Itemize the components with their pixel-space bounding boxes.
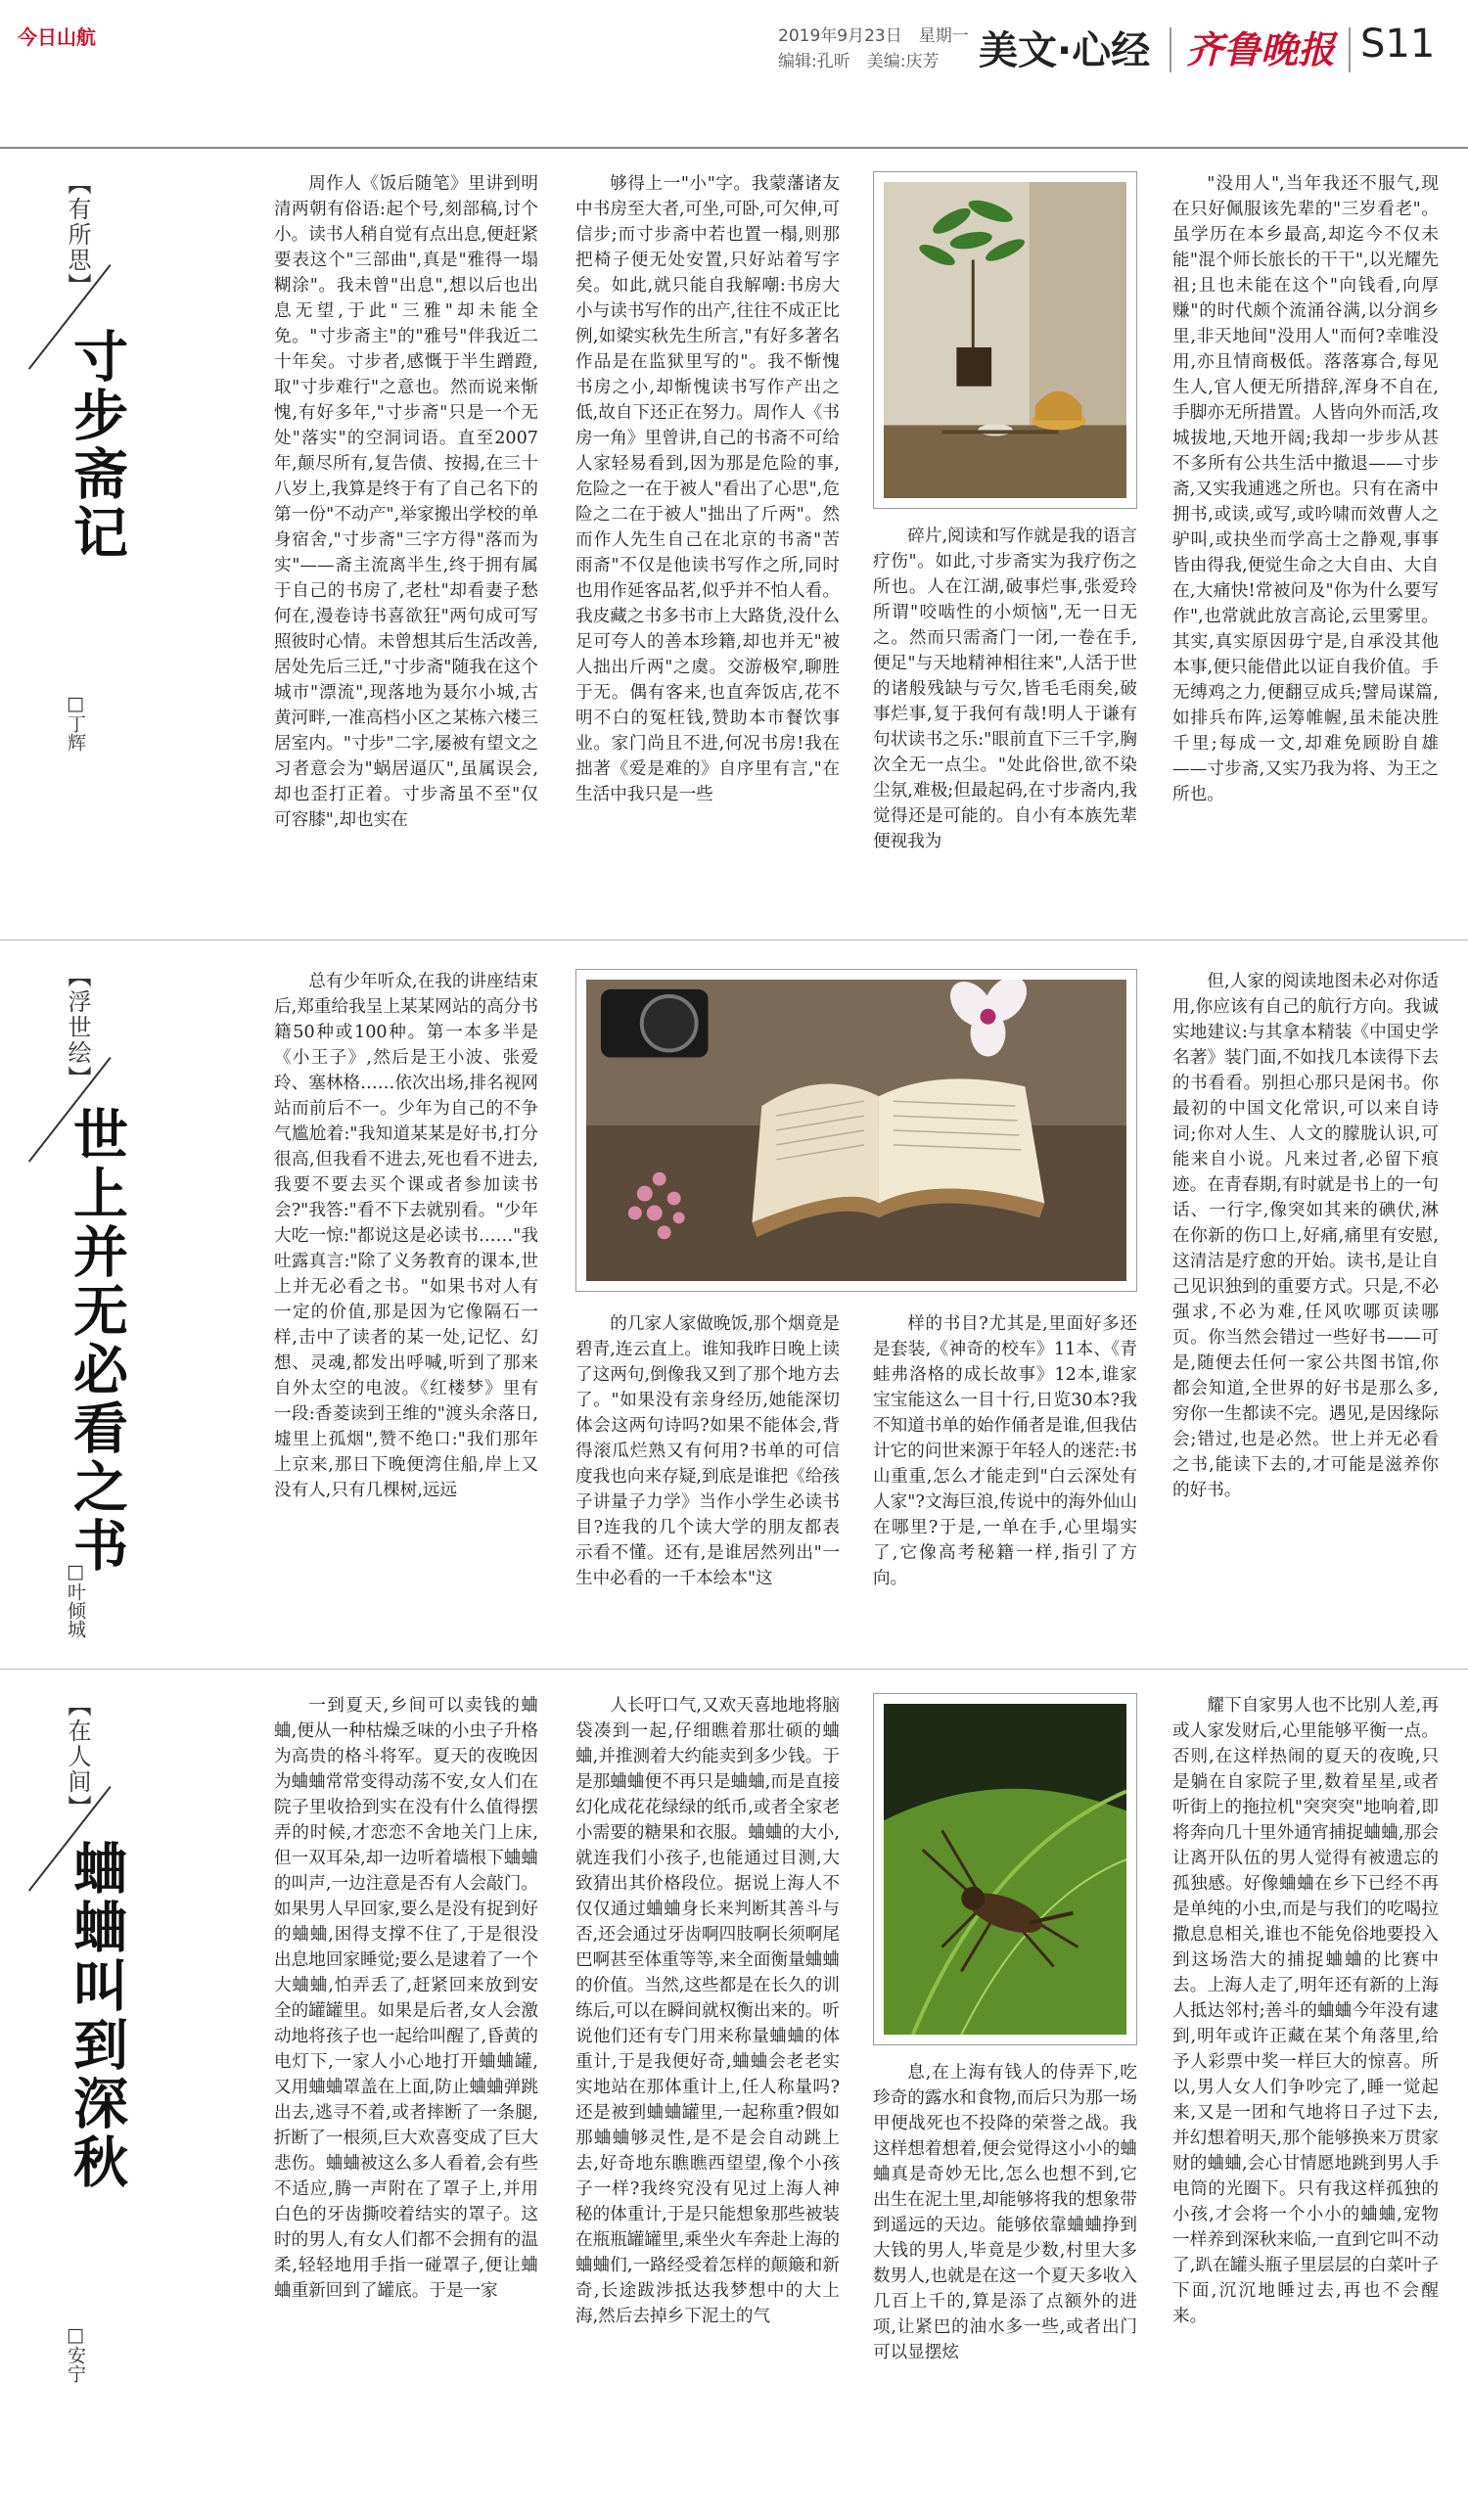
issue-editors: 编辑:孔昕 美编:庆芳 bbox=[778, 52, 940, 71]
article-byline: □安宁 bbox=[65, 2324, 86, 2383]
article-column: 样的书目?尤其是,里面好多还是套装,《神奇的校车》11本、《青蛙弗洛格的成长故事》12本,谁家宝宝能这么一目十行,日览30本?我不知道书单的始作俑者是谁,但我估计它的问世来源于年轻人的迷茫:书山重重,怎么才能走到"白云深处有人家"?文海巨浪,传说中的海外仙山在哪里?于是,一单在手,心里塌实了,它像高考秘籍一样,指引了方向。 bbox=[873, 1314, 1137, 1588]
article-headline: 世上并无必看之书 bbox=[65, 1106, 128, 1576]
tea-plant-illustration bbox=[884, 182, 1126, 498]
masthead-left: 今日山航 bbox=[18, 25, 96, 49]
section-divider bbox=[0, 1669, 1468, 1670]
article-column: 碎片,阅读和写作就是我的语言疗伤"。如此,寸步斋实为我疗伤之所也。人在江湖,破事烂事,张爱玲所谓"咬啮性的小烦恼",无一日无之。然而只需斋门一闭,一卷在手,便足"与天地精神相往来",人活于世的诸般残缺与亏欠,皆毛毛雨矣,破事烂事,复于我何有哉!明人于谦有句状读书之乐:"眼前直下三千字,胸次全无一点尘。"处此俗世,欲不染尘氛,难极;但最起码,在寸步斋内,我觉得还是可能的。自小有本族先辈便视我为 bbox=[873, 527, 1137, 851]
article-byline: □叶倾城 bbox=[65, 1561, 86, 1638]
article-tag: 【在人间】 bbox=[64, 1693, 91, 1820]
article-column: 耀下自家男人也不比别人差,再或人家发财后,心里能够平衡一点。否则,在这样热闹的夏天的夜晚,只是躺在自家院子里,数着星星,或者听街上的拖拉机"突突突"地响着,即将奔向几十里外通宵捕捉蛐蛐,那会让离开队伍的男人觉得有被遗忘的孤独感。好像蛐蛐在乡下已经不再是单纯的小虫,而是与我们的吃喝拉撒息息相关,谁也不能免俗地要投入到这场浩大的捕捉蛐蛐的比赛中去。上海人走了,明年还有新的上海人抵达邻村;善斗的蛐蛐今年没有逮到,明年或许正藏在某个角落里,给予人彩票中奖一样巨大的惊喜。所以,男人女人们争吵完了,睡一觉起来,又是一团和气地将日子过下去,并幻想着明天,那个能够换来万贯家财的蛐蛐,会心甘情愿地跳到男人手电筒的光圈下。只有我这样孤独的小孩,才会将一个小小的蛐蛐,宠物一样养到深秋来临,一直到它叫不动了,趴在罐头瓶子里层层的白菜叶子下面,沉沉地睡过去,再也不会醒来。 bbox=[1172, 1696, 1439, 2326]
header-divider bbox=[1170, 27, 1171, 72]
header-rule bbox=[0, 147, 1468, 149]
article-column: 人长吁口气,又欢天喜地地将脑袋凑到一起,仔细瞧着那壮硕的蛐蛐,并推测着大约能卖到多少钱。于是那蛐蛐便不再只是蛐蛐,而是直接幻化成花花绿绿的纸币,或者全家老小需要的糖果和衣服。蛐蛐的大小,就连我们小孩子,也能通过目测,大致猜出其价格段位。据说上海人不仅仅通过蛐蛐身长来判断其善斗与否,还会通过牙齿啊四肢啊长须啊尾巴啊甚至体重等等,来全面衡量蛐蛐的价值。当然,这些都是在长久的训练后,可以在瞬间就权衡出来的。听说他们还有专门用来称量蛐蛐的体重计,于是我便好奇,蛐蛐会老老实实地站在那体重计上,任人称量吗?还是被到蛐蛐罐里,一起称重?假如那蛐蛐够灵性,是不是会自动跳上去,好奇地东瞧瞧西望望,像个小孩子一样?我终究没有见过上海人神秘的体重计,于是只能想象那些被装在瓶瓶罐罐里,乘坐火车奔赴上海的蛐蛐们,一路经受着怎样的颠簸和新奇,长途跋涉抵达我梦想中的大上海,然后去掉乡下泥土的气 bbox=[575, 1696, 840, 2326]
article-column: 总有少年听众,在我的讲座结束后,郑重给我呈上某某网站的高分书籍50种或100种。第一本多半是《小王子》,然后是王小波、张爱玲、塞林格……依次出场,排名视网站而前后不一。少年为自己的不争气尴尬着:"我知道某某是好书,打分很高,但我看不进去,死也看不进去,我要不要去买个课或者参加读书会?"我答:"看不下去就别看。"少年大吃一惊:"都说这是必读书……"我吐露真言:"除了义务教育的课本,世上并无必看之书。"如果书对人有一定的价值,那是因为它像隔石一样,击中了读者的某一处,记忆、幻想、灵魂,都发出呼喊,听到了那来自外太空的电波。《红楼梦》里有一段:香菱读到王维的"渡头余落日,墟里上孤烟",赞不绝口:"我们那年上京来,那日下晚便湾住船,岸上又没有人,只有几棵树,远远 bbox=[274, 972, 538, 1500]
open-book-illustration bbox=[586, 980, 1126, 1281]
header-divider bbox=[1349, 27, 1351, 72]
article-byline: □丁辉 bbox=[65, 693, 86, 752]
issue-date: 2019年9月23日 星期一 bbox=[778, 26, 969, 46]
cricket-photo bbox=[873, 1693, 1137, 2045]
article-tag: 【浮世绘】 bbox=[64, 964, 91, 1091]
article-column: 一到夏天,乡间可以卖钱的蛐蛐,便从一种枯燥乏味的小虫子升格为高贵的格斗将军。夏天的夜晚因为蛐蛐常常变得动荡不安,女人们在院子里收拾到实在没有什么值得摆弄的时候,才恋恋不舍地关门上床,但一双耳朵,却一边听着墙根下蛐蛐的叫声,一边注意是否有人会敲门。如果男人早回家,要么是没有捉到好的蛐蛐,困得支撑不住了,于是很没出息地回家睡觉;要么是逮着了一个大蛐蛐,怕弄丢了,赶紧回来放到安全的罐罐里。如果是后者,女人会激动地将孩子也一起给叫醒了,昏黄的电灯下,一家人小心地打开蛐蛐罐,又用蛐蛐罩盖在上面,防止蛐蛐弹跳出去,逃寻不着,或者摔断了一条腿,折断了一根须,巨大欢喜变成了巨大悲伤。蛐蛐被这么多人看着,会有些不适应,腾一声附在了罩子上,并用白色的牙齿撕咬着结实的罩子。这时的男人,有女人们都不会拥有的温柔,轻轻地用手指一碰罩子,便让蛐蛐重新回到了罐底。于是一家 bbox=[274, 1696, 538, 2301]
article-tag: 【有所思】 bbox=[64, 171, 91, 298]
paper-name-logo: 齐鲁晚报 bbox=[1186, 27, 1336, 71]
section-divider bbox=[0, 939, 1468, 940]
tea-plant-photo bbox=[873, 171, 1137, 509]
article-column: 息,在上海有钱人的侍弄下,吃珍奇的露水和食物,而后只为那一场甲便战死也不投降的荣誉之战。我这样想着想着,便会觉得这小小的蛐蛐真是奇妙无比,怎么也想不到,它出生在泥土里,却能够将我的想象带到遥远的天边。能够依靠蛐蛐挣到大钱的男人,毕竟是少数,村里大多数男人,也就是在这一个夏天多收入几百上千的,算是添了点额外的进项,让紧巴的油水多一些,或者出门可以显摆炫 bbox=[873, 2063, 1137, 2362]
open-book-photo bbox=[575, 969, 1137, 1292]
article-headline: 寸步斋记 bbox=[65, 328, 128, 563]
article-column: 够得上一"小"字。我蒙藩诸友中书房至大者,可坐,可卧,可欠伸,可信步;而寸步斋中若也置一榻,则那把椅子便无处安置,只好站着写字矣。如此,就只能自我解嘲:书房大小与读书写作的出产,往往不成正比例,如梁实秋先生所言,"有好多著名作品是在监狱里写的"。我不惭愧书房之小,却惭愧读书写作产出之低,故自下还正在努力。周作人《书房一角》里曾讲,自己的书斋不可给人家轻易看到,因为那是危险的事,危险之一在于被人"看出了心思",危险之二在于被人"拙出了斤两"。然而作人先生自己在北京的书斋"苦雨斋"不仅是他读书写作之所,同时也用作延客品茗,似乎并不怕人看。我皮藏之书多书市上大路货,没什么足可夸人的善本珍籍,却也并无"被人拙出斤两"之虞。交游极窄,聊胜于无。偶有客来,也直奔饭店,花不明不白的冤枉钱,赞助本市餐饮事业。家门尚且不进,何况书房!我在拙著《爱是难的》自序里有言,"在生活中我只是一些 bbox=[575, 174, 840, 804]
article-column: "没用人",当年我还不服气,现在只好佩服该先辈的"三岁看老"。虽学历在本乡最高,却迄今不仅未能"混个师长旅长的干干",以光耀先祖;且也未能在这个"向钱看,向厚赚"的时代颇个流涌谷满,以分润乡里,非天地间"没用人"而何?幸唯没用,亦且情商极低。落落寡合,每见生人,官人便无所措辞,浑身不自在,手脚亦无所措置。人皆向外而活,攻城拔地,天地开阔;我却一步步从甚不多所有公共生活中撤退——寸步斋,又实我逋逃之所也。只有在斋中拥书,或读,或写,或吟啸而效曹人之驴叫,或抉坐而学高士之静观,事事皆由得我,便觉生命之大自由、大自在,大痛快!常被问及"你为什么要写作",也常就此放言高论,云里雾里。其实,真实原因毋宁是,自承没其他本事,便只能借此以证自我价值。手无缚鸡之力,便翻豆成兵;譬局谋篇,如排兵布阵,运筹帷幄,虽未能决胜千里;每成一文,却难免顾盼自雄——寸步斋,又实乃我为将、为王之所也。 bbox=[1172, 174, 1439, 804]
cricket-illustration bbox=[884, 1704, 1126, 2035]
article-column: 但,人家的阅读地图未必对你适用,你应该有自己的航行方向。我诚实地建议:与其拿本精装《中国史学名著》装门面,不如找几本读得下去的书看看。别担心那只是闲书。你最初的中国文化常识,可以来自诗词;你对人生、人文的朦胧认识,可能来自小说。凡来过者,必留下痕迹。在青春期,有时就是书上的一句话、一行字,像突如其来的碘伏,淋在你新的伤口上,好痛,痛里有安慰,这清洁是疗愈的开始。读书,是让自己见识独到的重要方式。只是,不必强求,不必为难,任风吹哪页读哪页。你当然会错过一些好书——可是,随便去任何一家公共图书馆,你都会知道,全世界的好书是那么多,穷你一生都读不完。遇见,是因缘际会;错过,也是必然。世上并无必看之书,能读下去的,才可能是滋养你的好书。 bbox=[1172, 972, 1439, 1500]
article-column: 的几家人家做晚饭,那个烟竟是碧青,连云直上。谁知我昨日晚上读了这两句,倒像我又到了那个地方去了。"如果没有亲身经历,她能深切体会这两句诗吗?如果不能体会,背得滚瓜烂熟又有何用?书单的可信度我也向来存疑,到底是谁把《给孩子讲量子力学》当作小学生必读书目?连我的几个读大学的朋友都表示看不懂。还有,是谁居然列出"一生中必看的一千本绘本"这 bbox=[575, 1314, 840, 1588]
page-number: S11 bbox=[1360, 22, 1436, 67]
article-column: 周作人《饭后随笔》里讲到明清两朝有俗语:起个号,刻部稿,讨个小。读书人稍自觉有点出息,便赶紧要表这个"三部曲",真是"雅得一塌糊涂"。我未曾"出息",想以后也出息无望,于此"三雅"却未能全免。"寸步斋主"的"雅号"伴我近二十年矣。寸步者,感慨于半生蹭蹬,取"寸步难行"之意也。然而说来惭愧,有好多年,"寸步斋"只是一个无处"落实"的空洞词语。直至2007年,颠尽所有,复告债、按揭,在三十八岁上,我算是终于有了自己名下的第一份"不动产",举家搬出学校的单身宿舍,"寸步斋"三字方得"落而为实"——斋主流离半生,终于拥有属于自己的书房了,老杜"却看妻子愁何在,漫卷诗书喜欲狂"两句成可写照彼时心情。未曾想其后生活改善,居处先后三迁,"寸步斋"随我在这个城市"漂流",现落地为聂尔小城,古黄河畔,一准高档小区之某栋六楼三居室内。"寸步"二字,屡被有望文之习者意会为"蜗居逼仄",虽属误会,却也歪打正着。寸步斋虽不至"仅可容膝",却也实在 bbox=[274, 174, 538, 830]
section-title: 美文·心经 bbox=[979, 28, 1151, 73]
article-headline: 蛐蛐叫到深秋 bbox=[65, 1840, 128, 2192]
